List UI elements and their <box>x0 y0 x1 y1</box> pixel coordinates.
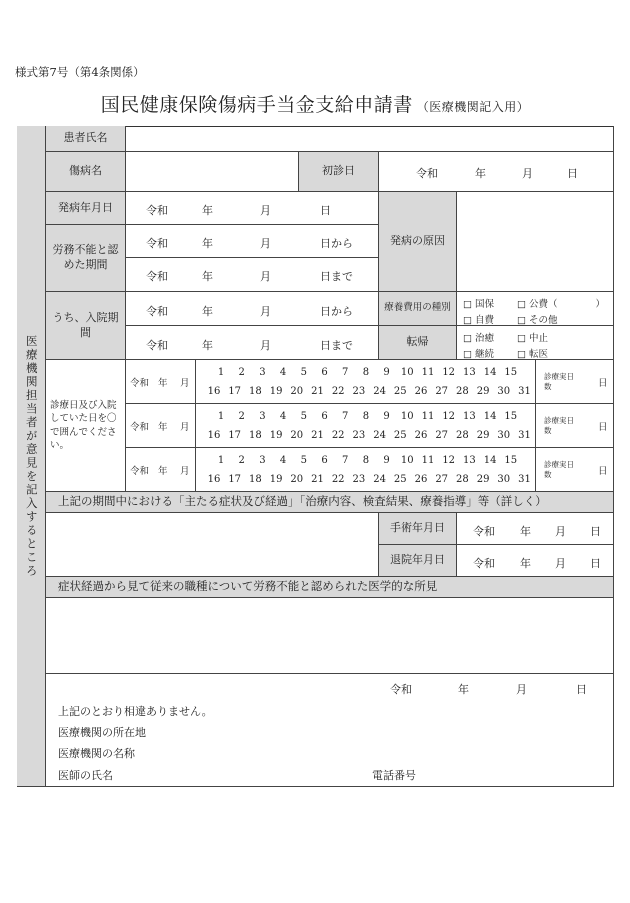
onset-month: 月 <box>260 204 271 217</box>
calendar-day[interactable]: 2 <box>238 455 245 466</box>
calendar-day[interactable]: 22 <box>331 386 345 397</box>
calendar-day[interactable]: 6 <box>321 455 328 466</box>
calendar-day[interactable]: 18 <box>249 430 262 441</box>
course-field[interactable] <box>46 513 379 577</box>
certify-text: 上記のとおり相違ありません。 <box>58 705 213 718</box>
work-from-year: 年 <box>202 237 213 250</box>
first-visit-day: 日 <box>567 167 578 180</box>
calendar-day[interactable]: 9 <box>383 411 390 422</box>
work-from-month: 月 <box>260 237 271 250</box>
discharge-month: 月 <box>555 557 566 570</box>
calendar-day[interactable]: 15 <box>504 455 518 466</box>
calendar-year: 年 <box>158 466 168 477</box>
surgery-era: 令和 <box>473 525 495 538</box>
form-number: 様式第7号（第4条関係） <box>15 65 145 79</box>
work-to-year: 年 <box>202 270 213 283</box>
work-to-day: 日まで <box>320 270 353 283</box>
calendar-day[interactable]: 5 <box>300 455 307 466</box>
calendar-day[interactable]: 11 <box>421 367 435 378</box>
calendar-day[interactable]: 6 <box>321 367 328 378</box>
calendar-day[interactable]: 9 <box>383 367 390 378</box>
hosp-to-year: 年 <box>202 339 213 352</box>
calendar-day[interactable]: 17 <box>228 386 242 397</box>
onset-day: 日 <box>320 204 331 217</box>
calendar-day[interactable]: 16 <box>207 386 221 397</box>
calendar-day[interactable]: 11 <box>421 411 435 422</box>
facility-address-label: 医療機関の所在地 <box>58 726 146 739</box>
work-to-era: 令和 <box>146 270 168 283</box>
opinion-field[interactable] <box>46 598 614 674</box>
work-from-era: 令和 <box>146 237 168 250</box>
cert-month: 月 <box>516 683 527 696</box>
patient-name-label: 患者氏名 <box>46 126 126 152</box>
calendar-day[interactable]: 25 <box>393 430 407 441</box>
calendar-year: 年 <box>158 422 168 433</box>
onset-year: 年 <box>202 204 213 217</box>
calendar-day[interactable]: 31 <box>518 430 531 441</box>
treatment-days-unit: 日 <box>598 422 608 433</box>
work-from-day: 日から <box>320 237 353 250</box>
cost-option-self[interactable]: □ 自費 <box>463 315 494 326</box>
calendar-day[interactable]: 25 <box>393 474 407 485</box>
calendar-day[interactable]: 4 <box>279 455 287 466</box>
hosp-to-era: 令和 <box>146 339 168 352</box>
discharge-date-label: 退院年月日 <box>379 545 457 577</box>
calendar-day[interactable]: 29 <box>476 474 490 485</box>
cert-day: 日 <box>576 683 587 696</box>
first-visit-field[interactable] <box>379 152 614 192</box>
calendar-day[interactable]: 8 <box>362 367 370 378</box>
calendar-day[interactable]: 24 <box>373 474 386 485</box>
calendar-day[interactable]: 26 <box>414 430 428 441</box>
calendar-day[interactable]: 1 <box>217 411 225 422</box>
calendar-day[interactable]: 14 <box>483 455 497 466</box>
calendar-day[interactable]: 1 <box>217 367 225 378</box>
course-header: 上記の期間中における「主たる症状及び経過」「治療内容、検査結果、療養指導」等（詳しく） <box>46 492 614 513</box>
calendar-day[interactable]: 17 <box>228 474 242 485</box>
calendar-day[interactable]: 8 <box>362 411 370 422</box>
first-visit-label: 初診日 <box>299 152 379 192</box>
calendar-day[interactable]: 21 <box>311 386 324 397</box>
calendar-day[interactable]: 27 <box>435 430 449 441</box>
form-title <box>0 90 630 117</box>
calendar-day[interactable]: 13 <box>463 367 476 378</box>
calendar-year: 年 <box>158 378 168 389</box>
opinion-header: 症状経過から見て従来の職種について労務不能と認められた医学的な所見 <box>46 577 614 598</box>
calendar-day[interactable]: 7 <box>342 367 349 378</box>
treatment-days-label: 診療実日数 <box>544 460 574 479</box>
treatment-days-label: 診療実日数 <box>544 416 574 435</box>
calendar-day[interactable]: 31 <box>518 386 531 397</box>
calendar-day[interactable]: 2 <box>238 367 245 378</box>
calendar-day[interactable]: 3 <box>259 411 266 422</box>
outcome-option-continued[interactable]: □ 継続 <box>463 349 494 360</box>
calendar-day[interactable]: 12 <box>442 367 456 378</box>
calendar-month: 月 <box>180 466 190 477</box>
calendar-day[interactable]: 23 <box>352 430 366 441</box>
calendar-day[interactable]: 18 <box>249 386 262 397</box>
calendar-day[interactable]: 24 <box>373 386 386 397</box>
calendar-day[interactable]: 8 <box>362 455 370 466</box>
treatment-days-label: 診療実日数 <box>544 372 574 391</box>
outcome-option-cured[interactable]: □ 治癒 <box>463 333 494 344</box>
calendar-day[interactable]: 30 <box>497 386 511 397</box>
calendar-day[interactable]: 9 <box>383 455 390 466</box>
treatment-days-unit: 日 <box>598 466 608 477</box>
hosp-to-day: 日まで <box>320 339 353 352</box>
calendar-day[interactable]: 10 <box>400 411 414 422</box>
cause-label: 発病の原因 <box>379 192 457 292</box>
calendar-day[interactable]: 30 <box>497 474 511 485</box>
hosp-to-month: 月 <box>260 339 271 352</box>
calendar-day[interactable]: 14 <box>483 367 497 378</box>
calendar-day[interactable]: 29 <box>476 430 490 441</box>
calendar-day[interactable]: 16 <box>207 430 221 441</box>
phone-label: 電話番号 <box>372 769 416 782</box>
surgery-date-label: 手術年月日 <box>379 513 457 545</box>
calendar-day[interactable]: 10 <box>400 455 414 466</box>
hosp-from-year: 年 <box>202 305 213 318</box>
onset-date-label: 発病年月日 <box>46 192 126 225</box>
cost-option-public[interactable]: □ 公費（ ） <box>517 299 605 310</box>
calendar-day[interactable]: 24 <box>373 430 386 441</box>
calendar-day[interactable]: 20 <box>290 386 304 397</box>
calendar-day[interactable]: 15 <box>504 411 518 422</box>
calendar-day[interactable]: 14 <box>483 411 497 422</box>
calendar-day[interactable]: 21 <box>311 430 324 441</box>
outcome-option-transfer[interactable]: □ 転医 <box>517 349 548 360</box>
work-incapacity-label: 労務不能と認めた期間 <box>46 225 126 292</box>
onset-era: 令和 <box>146 204 168 217</box>
cert-era: 令和 <box>390 683 412 696</box>
calendar-day[interactable]: 20 <box>290 474 304 485</box>
calendar-day[interactable]: 26 <box>414 474 428 485</box>
calendar-day[interactable]: 21 <box>311 474 324 485</box>
calendar-day[interactable]: 23 <box>352 474 366 485</box>
calendar-day[interactable]: 4 <box>279 367 287 378</box>
calendar-era: 令和 <box>130 378 150 389</box>
calendar-day[interactable]: 7 <box>342 411 349 422</box>
patient-name-field[interactable] <box>126 126 614 152</box>
calendar-day[interactable]: 5 <box>300 367 307 378</box>
calendar-month: 月 <box>180 378 190 389</box>
calendar-era: 令和 <box>130 466 150 477</box>
facility-name-label: 医療機関の名称 <box>58 747 135 760</box>
calendar-day[interactable]: 1 <box>217 455 225 466</box>
doctor-name-label: 医師の氏名 <box>58 769 113 782</box>
calendar-month: 月 <box>180 422 190 433</box>
calendar-day[interactable]: 20 <box>290 430 304 441</box>
calendar-day[interactable]: 30 <box>497 430 511 441</box>
calendar-day[interactable]: 27 <box>435 386 449 397</box>
treatment-days-unit: 日 <box>598 378 608 389</box>
surgery-day: 日 <box>590 525 601 538</box>
calendar-day[interactable]: 19 <box>269 386 283 397</box>
calendar-day[interactable]: 28 <box>456 474 469 485</box>
hosp-from-month: 月 <box>260 305 271 318</box>
cause-field[interactable] <box>457 192 614 292</box>
calendar-day[interactable]: 7 <box>342 455 349 466</box>
calendar-day[interactable]: 18 <box>249 474 262 485</box>
cost-option-kokuho[interactable]: □ 国保 <box>463 299 494 310</box>
calendar-day[interactable]: 10 <box>400 367 414 378</box>
calendar-day[interactable]: 19 <box>269 430 283 441</box>
calendar-day[interactable]: 28 <box>456 430 469 441</box>
side-label: 医療機関担当者が意見を記入するところ <box>17 126 46 787</box>
calendar-day[interactable]: 15 <box>504 367 518 378</box>
first-visit-year: 年 <box>475 167 486 180</box>
title-sub: （医療機関記入用） <box>416 100 530 114</box>
calendar-day[interactable]: 25 <box>393 386 407 397</box>
calendar-day[interactable]: 22 <box>331 474 345 485</box>
calendar-day[interactable]: 29 <box>476 386 490 397</box>
disease-name-field[interactable] <box>126 152 299 192</box>
hosp-from-era: 令和 <box>146 305 168 318</box>
title-main: 国民健康保険傷病手当金支給申請書 <box>100 94 413 116</box>
cert-year: 年 <box>458 683 469 696</box>
calendar-era: 令和 <box>130 422 150 433</box>
calendar-day[interactable]: 26 <box>414 386 428 397</box>
calendar-day[interactable]: 28 <box>456 386 469 397</box>
cost-type-label: 療養費用の種別 <box>379 292 457 326</box>
discharge-year: 年 <box>520 557 531 570</box>
calendar-day[interactable]: 23 <box>352 386 366 397</box>
cost-option-other[interactable]: □ その他 <box>517 315 558 326</box>
surgery-month: 月 <box>555 525 566 538</box>
disease-name-label: 傷病名 <box>46 152 126 192</box>
calendar-day[interactable]: 17 <box>228 430 242 441</box>
first-visit-era: 令和 <box>416 167 438 180</box>
first-visit-month: 月 <box>522 167 533 180</box>
calendar-day[interactable]: 19 <box>269 474 283 485</box>
calendar-day[interactable]: 2 <box>238 411 245 422</box>
calendar-day[interactable]: 12 <box>442 411 456 422</box>
calendar-day[interactable]: 4 <box>279 411 287 422</box>
calendar-day[interactable]: 22 <box>331 430 345 441</box>
hosp-from-day: 日から <box>320 305 353 318</box>
work-to-month: 月 <box>260 270 271 283</box>
calendar-day[interactable]: 3 <box>259 455 266 466</box>
hospitalization-label: うち、入院期間 <box>46 292 126 360</box>
calendar-day[interactable]: 13 <box>463 455 476 466</box>
calendar-day[interactable]: 6 <box>321 411 328 422</box>
surgery-year: 年 <box>520 525 531 538</box>
calendar-day[interactable]: 3 <box>259 367 266 378</box>
calendar-day[interactable]: 11 <box>421 455 435 466</box>
outcome-label: 転帰 <box>379 326 457 360</box>
calendar-day[interactable]: 31 <box>518 474 531 485</box>
discharge-day: 日 <box>590 557 601 570</box>
calendar-day[interactable]: 12 <box>442 455 456 466</box>
calendar-day[interactable]: 5 <box>300 411 307 422</box>
calendar-day[interactable]: 27 <box>435 474 449 485</box>
outcome-option-stopped[interactable]: □ 中止 <box>517 333 548 344</box>
calendar-day[interactable]: 13 <box>463 411 476 422</box>
visit-days-label: 診療日及び入院していた日を〇で囲んでください。 <box>46 360 126 492</box>
discharge-era: 令和 <box>473 557 495 570</box>
calendar-day[interactable]: 16 <box>207 474 221 485</box>
